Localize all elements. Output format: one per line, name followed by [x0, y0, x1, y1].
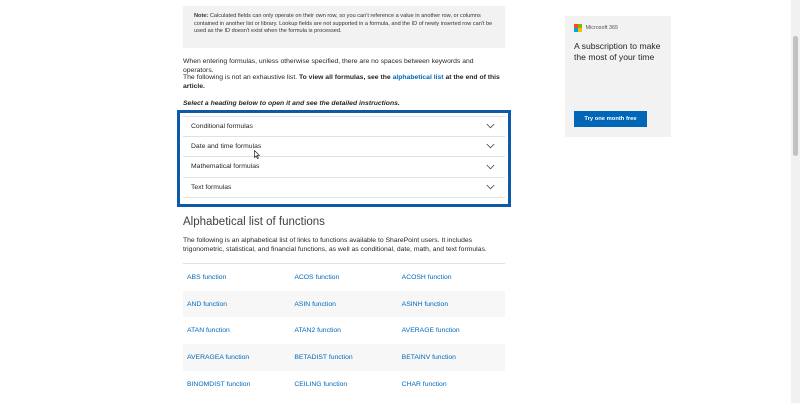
- list-suffix: at the end of this article.: [183, 74, 500, 90]
- table-row: [183, 291, 505, 318]
- accordion-item-label: Conditional formulas: [191, 122, 253, 130]
- accordion-item[interactable]: [183, 178, 505, 199]
- accordion-item-label: Text formulas: [191, 183, 232, 191]
- scrollbar-thumb[interactable]: [793, 36, 798, 156]
- function-link[interactable]: CHAR function: [401, 380, 447, 388]
- function-link[interactable]: ASINH function: [401, 300, 449, 308]
- ad-logo: [574, 24, 662, 32]
- note-text: Calculated fields can only operate on their own row, so you can't reference a value in another row, or columns contained in another list or library. Lookup fields are not supported in a formula, and the ID of newly inserted row can't be used as the ID doesn't exist when the formula is processed.: [194, 13, 493, 35]
- function-link[interactable]: ACOS function: [294, 273, 340, 281]
- function-link[interactable]: BINOMDIST function: [187, 380, 251, 388]
- function-link[interactable]: ABS function: [187, 273, 227, 281]
- table-row: [183, 317, 505, 344]
- accordion-item[interactable]: [183, 157, 505, 178]
- function-link[interactable]: ATAN function: [187, 327, 230, 335]
- function-link[interactable]: AND function: [187, 300, 228, 308]
- logo-square: [574, 28, 578, 32]
- formula-list-paragraph: [183, 73, 505, 91]
- chevron-down-icon: [486, 164, 495, 170]
- alphabetical-list-title: Alphabetical list of functions: [183, 216, 325, 228]
- logo-square: [574, 24, 578, 28]
- accordion-item-label: Date and time formulas: [191, 142, 262, 150]
- chevron-down-icon: [486, 184, 495, 190]
- microsoft-logo-icon: [574, 24, 582, 32]
- list-prefix: The following is not an exhaustive list.: [183, 74, 299, 81]
- try-free-button[interactable]: Try one month free: [574, 111, 647, 127]
- page-scrollbar[interactable]: [791, 0, 800, 403]
- function-link[interactable]: CEILING function: [294, 380, 348, 388]
- function-link[interactable]: ACOSH function: [401, 273, 452, 281]
- ad-brand: Microsoft 365: [585, 24, 618, 31]
- note-label: Note:: [194, 13, 209, 19]
- ad-headline: A subscription to make the most of your time: [574, 40, 661, 62]
- spaces-paragraph: When entering formulas, unless otherwise specified, there are no spaces between keywords and operators.: [183, 58, 474, 74]
- alphabetical-list-link[interactable]: alphabetical list: [392, 74, 444, 81]
- table-row: [183, 344, 505, 371]
- accordion-item[interactable]: [183, 116, 505, 137]
- microsoft-365-ad: [565, 16, 671, 137]
- list-bold: To view all formulas, see the: [299, 74, 393, 81]
- accordion-item-label: Mathematical formulas: [191, 163, 260, 171]
- note-box: [183, 6, 505, 48]
- logo-square: [578, 24, 582, 28]
- function-link[interactable]: ATAN2 function: [294, 327, 341, 335]
- mouse-cursor-icon: [254, 150, 260, 159]
- accordion-item[interactable]: [183, 137, 505, 158]
- logo-square: [578, 28, 582, 32]
- function-link[interactable]: BETAINV function: [401, 353, 456, 361]
- function-link[interactable]: AVERAGEA function: [187, 353, 250, 361]
- chevron-down-icon: [486, 143, 495, 149]
- chevron-down-icon: [486, 123, 495, 129]
- table-row: [183, 264, 505, 291]
- alphabetical-description: The following is an alphabetical list of links to functions available to SharePoint users. It includes trigonometric, statistical, and financial functions, as well as conditional, date, math, and text formulas.: [183, 237, 487, 253]
- select-heading-instruction: Select a heading below to open it and see the detailed instructions.: [183, 100, 400, 107]
- function-link[interactable]: BETADIST function: [294, 353, 353, 361]
- functions-table: [183, 263, 505, 397]
- function-link[interactable]: ASIN function: [294, 300, 336, 308]
- table-row: [183, 371, 505, 398]
- formula-accordion: [183, 116, 505, 198]
- function-link[interactable]: AVERAGE function: [401, 327, 460, 335]
